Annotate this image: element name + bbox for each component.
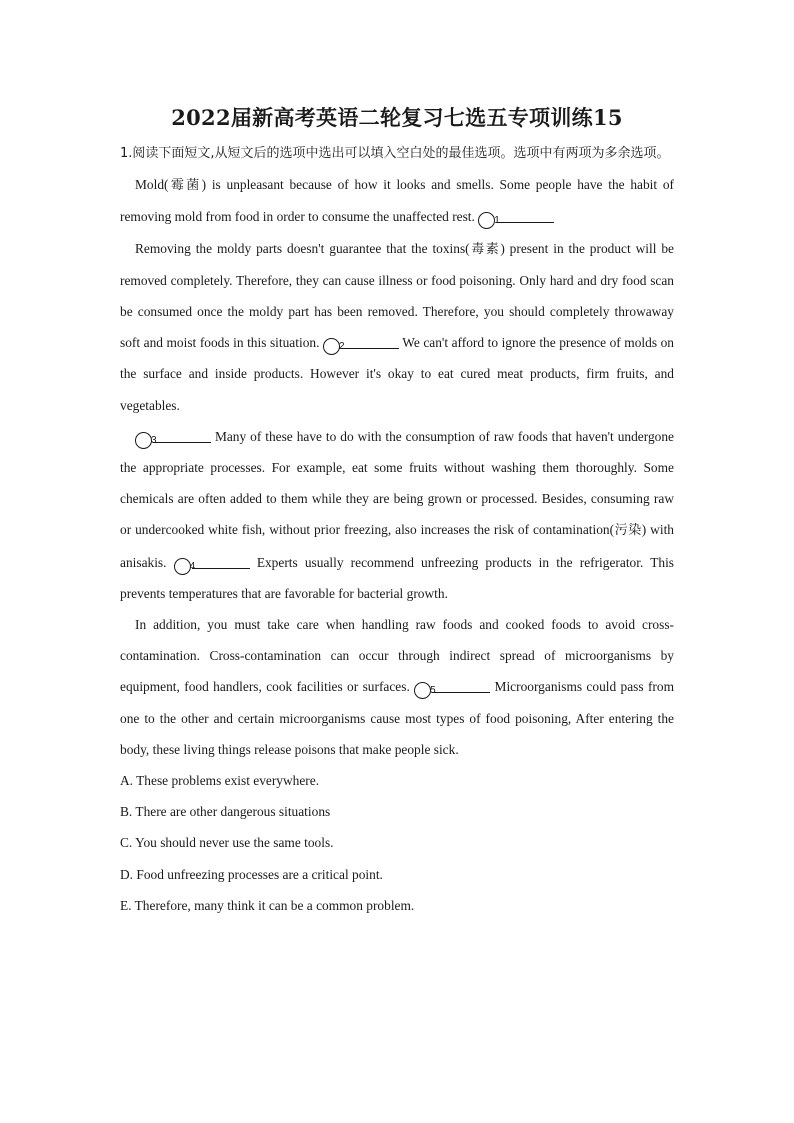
option-b: B. There are other dangerous situations [120, 804, 331, 820]
paragraph-text: ) present in the product will be removed completely. Therefore, they can cause illness or food poisoning. Only hard and dry food scan be consumed once the moldy part has been removed. Therefore, you should completely throwaway soft and moist foods in this situation. [120, 240, 674, 351]
blank-number-4: 4 [174, 558, 191, 575]
passage-content [120, 138, 674, 921]
instruction-text: 1.阅读下面短文,从短文后的选项中选出可以填入空白处的最佳选项。选项中有两项为多余选项。 [120, 146, 670, 161]
paragraph-text: ) is unpleasant because of how it looks and smells. Some people have the habit of removing mold from food in order to consume the unaffected rest. [120, 177, 674, 225]
chinese-gloss: 污染 [614, 523, 642, 539]
answer-blank-4[interactable] [192, 554, 250, 569]
option-e: E. Therefore, many think it can be a common problem. [120, 897, 415, 913]
paragraph-3 [120, 421, 674, 609]
answer-blank-3[interactable] [153, 428, 211, 443]
chinese-gloss: 霉菌 [168, 178, 202, 194]
blank-number-5: 5 [414, 682, 431, 699]
option-d: D. Food unfreezing processes are a critical point. [120, 866, 383, 882]
option-c: C. You should never use the same tools. [120, 835, 334, 851]
chinese-gloss: 毒素 [469, 241, 501, 257]
answer-blank-1[interactable] [496, 208, 554, 223]
page-title: 2022届新高考英语二轮复习七选五专项训练15 [171, 105, 623, 130]
paragraph-text: In addition, you must take care when handling raw foods and cooked foods to avoid cross-contamination. Cross-contamination can occur through indirect spread of microorganisms by equipment, food handlers, cook facilities or surfaces. [120, 617, 674, 695]
paragraph-text: We can't afford to ignore the presence of molds on the surface and inside products. However it's okay to eat cured meat products, firm fruits, and vegetables. [120, 335, 674, 413]
paragraph-text: ) with anisakis. [120, 522, 674, 570]
blank-number-3: 3 [135, 432, 152, 449]
paragraph-text: Mold( [135, 177, 169, 193]
answer-blank-2[interactable] [341, 334, 399, 349]
paragraph-text: Removing the moldy parts doesn't guarantee that the toxins( [135, 240, 470, 256]
option-a: A. These problems exist everywhere. [120, 773, 320, 789]
paragraph-text: Experts usually recommend unfreezing products in the refrigerator. This prevents temperatures that are favorable for bacterial growth. [120, 554, 675, 601]
blank-number-2: 2 [323, 338, 340, 355]
paragraph-4 [120, 609, 674, 765]
paragraph-text: Microorganisms could pass from one to the other and certain microorganisms cause most types of food poisoning, After entering the body, these living things release poisons that make people sick. [120, 679, 674, 757]
paragraph-text: Many of these have to do with the consumption of raw foods that haven't undergone the appropriate processes. For example, eat some fruits without washing them thoroughly. Some chemicals are often added to them while they are being grown or processed. Besides, consuming raw or undercooked white fish, without prior freezing, also increases the risk of contamination( [120, 428, 674, 538]
paragraph-1 [120, 169, 674, 232]
paragraph-2 [120, 233, 674, 421]
blank-number-1: 1 [478, 212, 495, 229]
answer-blank-5[interactable] [432, 678, 490, 693]
